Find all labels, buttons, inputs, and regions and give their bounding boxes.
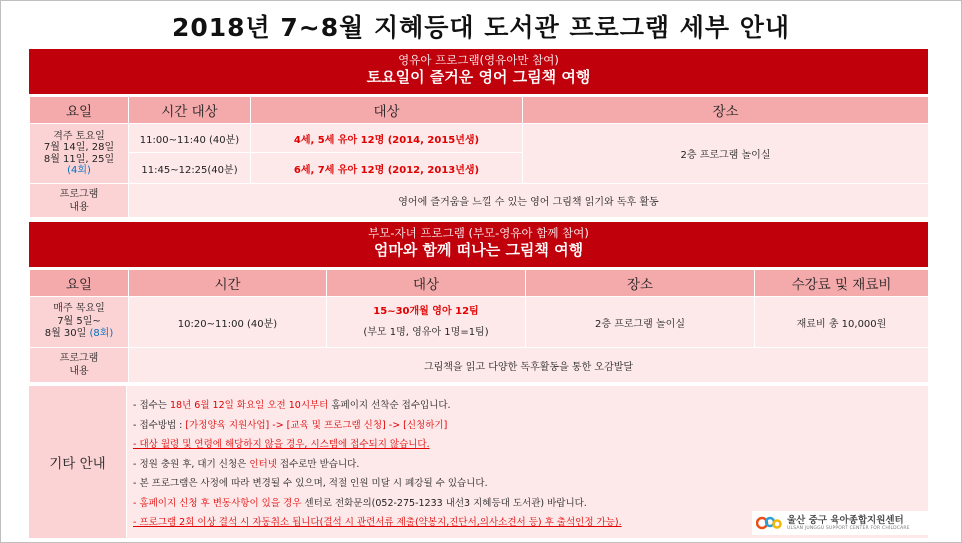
note-item: - 홈페이지 신청 후 변동사항이 있을 경우 센터로 전화문의(052-275-1233 내선3 지혜등대 도서관) 바랍니다. <box>133 497 587 509</box>
note-item: - 프로그램 2회 이상 결석 시 자동취소 됩니다(결석 시 관련서류 제출(약봉지,진단서,의사소견서 등) 후 출석인정 가능). <box>133 517 622 528</box>
content-label-line: 프로그램 <box>59 353 99 364</box>
header-place: 장소 <box>523 97 929 124</box>
center-logo-english: ULSAN JUNGGU SUPPORT CENTER FOR CHILDCARE <box>787 525 910 531</box>
center-logo-name: 울산 중구 육아종합지원센터 <box>787 514 904 526</box>
program1-day-line: 격주 토요일 <box>53 130 105 142</box>
program2-fee: 재료비 총 10,000원 <box>755 297 929 348</box>
center-logo-text <box>787 515 910 532</box>
header-time: 시간 <box>129 270 327 297</box>
program2-content-label <box>30 348 129 383</box>
program1-table <box>29 96 929 218</box>
program2-target-cell <box>327 297 526 348</box>
program1-place: 2층 프로그램 놀이실 <box>523 124 929 184</box>
note-item: - 접수방법 : [가정양육 지원사업] -> [교육 및 프로그램 신청] -> [신청하기] <box>133 419 448 431</box>
page-title: 2018년 7~8월 지혜등대 도서관 프로그램 세부 안내 <box>171 13 791 42</box>
program2-day-end: 8월 30일 <box>44 328 90 340</box>
program1-day-count: (4회) <box>67 165 91 176</box>
program1-day-cell <box>30 124 129 184</box>
program2-day-line <box>32 328 126 341</box>
note-item: - 정원 충원 후, 대기 신청은 인터넷 접수로만 받습니다. <box>133 458 360 470</box>
program2-day-cell <box>30 297 129 348</box>
program2-day-count: (8회) <box>89 328 114 340</box>
header-target: 대상 <box>327 270 526 297</box>
notes-label: 기타 안내 <box>29 386 127 538</box>
program1-day-line: 8월 11일, 25일 <box>43 153 115 165</box>
header-time: 시간 대상 <box>129 97 251 124</box>
program1-session1-time: 11:00~11:40 (40분) <box>129 124 251 153</box>
program2-name: 엄마와 함께 떠나는 그림책 여행 <box>373 241 584 259</box>
header-fee: 수강료 및 재료비 <box>755 270 929 297</box>
program1-session1-target: 4세, 5세 유아 12명 (2014, 2015년생) <box>251 124 523 153</box>
program1-banner <box>29 49 928 94</box>
center-logo <box>752 511 930 535</box>
header-day: 요일 <box>30 97 129 124</box>
program2-time: 10:20~11:00 (40분) <box>129 297 327 348</box>
program2-day-line: 7월 5일~ <box>57 315 101 327</box>
header-place: 장소 <box>526 270 755 297</box>
content-label-line: 프로그램 <box>59 188 99 200</box>
program2-content: 그림책을 읽고 다양한 독후활동을 통한 오감발달 <box>129 348 929 383</box>
program1-day-line: 7월 14일, 28일 <box>43 142 115 153</box>
program2-table <box>29 269 929 383</box>
program1-session2-target: 6세, 7세 유아 12명 (2012, 2013년생) <box>251 153 523 184</box>
program2-target-main: 15~30개월 영아 12팀 <box>373 306 479 317</box>
program2-target-sub: (부모 1명, 영유아 1명=1팀) <box>363 327 489 338</box>
program1-session2-time: 11:45~12:25(40분) <box>129 153 251 184</box>
program1-content: 영어에 즐거움을 느낄 수 있는 영어 그림책 읽기와 독후 활동 <box>129 184 929 218</box>
content-label-line: 내용 <box>69 366 89 377</box>
note-item: - 대상 월령 및 연령에 해당하지 않을 경우, 시스템에 접수되지 않습니다. <box>133 439 430 450</box>
center-logo-icon <box>756 514 782 532</box>
program1-content-label <box>30 184 129 218</box>
notes-list <box>133 396 622 533</box>
program1-subtitle: 영유아 프로그램(영유아만 참여) <box>398 53 559 67</box>
note-item: - 접수는 18년 6월 12일 화요일 오전 10시부터 홈페이지 선착순 접수입니다. <box>133 400 451 411</box>
header-target: 대상 <box>251 97 523 124</box>
program1-name: 토요일이 즐거운 영어 그림책 여행 <box>366 68 591 86</box>
header-day: 요일 <box>30 270 129 297</box>
program2-place: 2층 프로그램 놀이실 <box>526 297 755 348</box>
program2-subtitle: 부모-자녀 프로그램 (부모-영유아 함께 참여) <box>368 226 589 240</box>
program2-day-line: 매주 목요일 <box>53 303 105 315</box>
program2-banner <box>29 222 928 267</box>
note-item: - 본 프로그램은 사정에 따라 변경될 수 있으며, 적절 인원 미달 시 폐강될 수 있습니다. <box>133 478 488 489</box>
content-label-line: 내용 <box>69 201 89 213</box>
